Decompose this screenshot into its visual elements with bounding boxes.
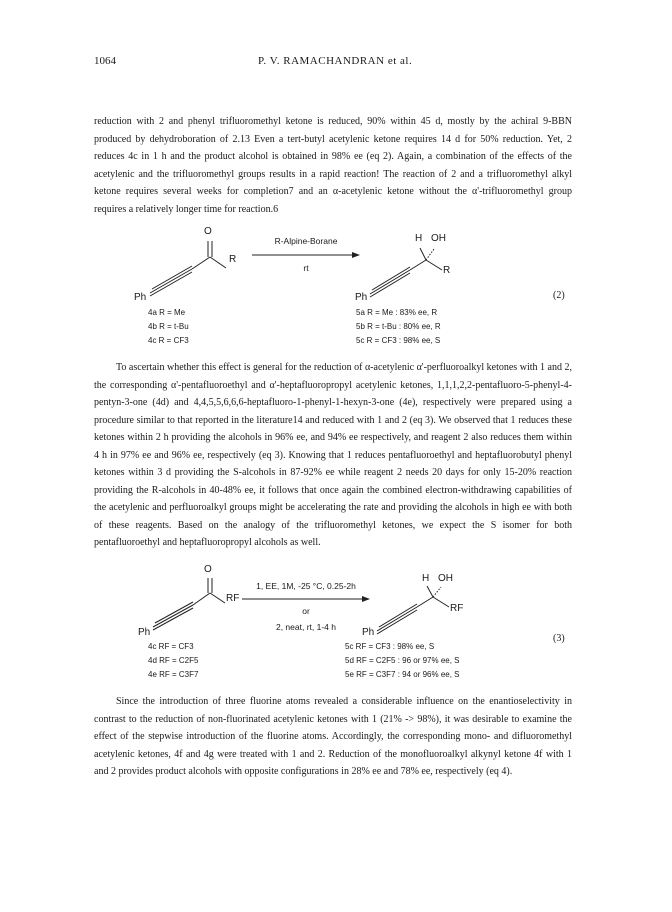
phenyl-product-label: Ph <box>355 292 368 303</box>
compound-5b-label: 5b R = t-Bu : 80% ee, R <box>356 322 441 331</box>
compound-4e-label: 4e RF = C3F7 <box>148 670 199 679</box>
hydroxyl-label-eq3: OH <box>438 573 453 584</box>
equation-3-label: (3) <box>553 633 565 644</box>
paragraph-2 <box>94 359 572 552</box>
compound-5a-label: 5a R = Me : 83% ee, R <box>356 308 438 317</box>
reaction-arrow-icon <box>252 251 360 259</box>
paragraph-3-text: Since the introduction of three fluorine atoms revealed a considerable influence on the enantioselectivity in contrast to the reduction of non-fluorinated acetylenic ketones with 1 (21% -> 98%), it was desirable to examine the effect of the stepwise introduction of the fluorine atoms. Accordingly, the corresponding mono- and difluoromethyl acetylenic ketones, 4f and 4g were treated with 1 and 2. Reduction of the monofluoroalkyl alkynyl ketone 4f with 1 and 2 provides product alcohols with opposite configurations in 28% ee and 78% ee, respectively (eq 4). <box>94 696 572 777</box>
compound-5c-rf-label: 5c RF = CF3 : 98% ee, S <box>345 642 435 651</box>
phenyl-label: Ph <box>134 292 147 303</box>
compound-4d-label: 4d RF = C2F5 <box>148 656 199 665</box>
paragraph-3 <box>94 693 572 781</box>
condition-reagent-2: 2, neat, rt, 1-4 h <box>275 622 336 632</box>
hydrogen-label: H <box>415 233 423 244</box>
compound-4c-label: 4c R = CF3 <box>148 336 189 345</box>
oxygen-atom-label-eq3: O <box>204 564 212 575</box>
oxygen-atom-label: O <box>204 226 212 237</box>
phenyl-label-eq3: Ph <box>138 627 151 638</box>
hydrogen-label-eq3: H <box>422 573 430 584</box>
compound-4b-label: 4b R = t-Bu <box>148 322 189 331</box>
compound-5d-label: 5d RF = C2F5 : 96 or 97% ee, S <box>345 656 460 665</box>
rf-group-product-label: RF <box>450 603 464 614</box>
compound-4a-label: 4a R = Me <box>148 308 186 317</box>
r-group-label: R <box>229 254 237 265</box>
rf-group-label: RF <box>226 593 240 604</box>
compound-5e-label: 5e RF = C3F7 : 94 or 96% ee, S <box>345 670 460 679</box>
ketone-4-structure <box>150 235 240 295</box>
running-title: P. V. RAMACHANDRAN et al. <box>258 55 413 67</box>
phenyl-product-label-eq3: Ph <box>362 627 375 638</box>
paragraph-2-text: To ascertain whether this effect is general for the reduction of α-acetylenic α'-perfluoroalkyl ketones with 1 and 2, the corresponding α'-pentafluoroethyl and α'-heptafluoropropyl acetylenic ketones, 1,1,1,2,2-pentafluoro-5-phenyl-4-pentyn-3-one (4d) and 4,4,5,5,6,6,6-heptafluoro-1-phenyl-1-hexyn-3-one (4e), respectively were prepared using a procedure similar to that reported in the literature14 and reduced with 1 and 2 (eq 3). We observed that 1 reduces these ketones within 2 h providing the alcohols in 96% ee, and 94% ee respectively, and reagent 2 also reduces them within 4 h in 97% ee and 96% ee, respectively (eq 3). Knowing that 1 reduces pentafluoroethyl and heptafluorobutyl phenyl ketones within 3 d providing the S-alcohols in 87-92% ee while reagent 2 needs 20 days for only 15-20% reaction providing the R-alcohols in 40-48% ee, it follows that once again the combined electron-withdrawing capabilities of the acetylenic and perfluoroalkyl groups might be accelerating the rate and providing the alcohols in high ee with both of these reagents. Based on the analogy of the trifluoromethyl ketones, we expect the S isomer for both pentafluoroethyl and heptafluoropropyl alcohols as well. <box>94 362 572 548</box>
condition-or: or <box>302 606 310 616</box>
page-number: 1064 <box>94 55 116 67</box>
compound-4c-rf-label: 4c RF = CF3 <box>148 642 194 651</box>
r-group-product-label: R <box>443 265 451 276</box>
hydroxyl-label: OH <box>431 233 446 244</box>
equation-2-label: (2) <box>553 290 565 301</box>
compound-5c-label: 5c R = CF3 : 98% ee, S <box>356 336 441 345</box>
paragraph-1-text: reduction with 2 and phenyl trifluoromethyl ketone is reduced, 90% within 45 d, mostly by the achiral 9-BBN produced by dehydroboration of 2.13 Even a tert-butyl acetylenic ketone requires 14 d for 50% reduction. Yet, 2 reduces 4c in 1 h and the product alcohol is obtained in 98% ee (eq 2). Again, a combination of the effects of the acetylenic and the trifluoromethyl groups results in a rapid reaction! The reaction of 2 and a trifluoromethyl alkyl ketone requires several weeks for completion7 and an α-acetylenic ketone without the α'-trifluoromethyl group requires a relatively longer time for reaction.6 <box>94 116 572 215</box>
reagent-label: R-Alpine-Borane <box>274 236 338 246</box>
paragraph-1 <box>94 113 572 218</box>
reaction-arrow-eq3-icon <box>242 595 370 603</box>
condition-label: rt <box>303 263 309 273</box>
condition-reagent-1: 1, EE, 1M, -25 °C, 0.25-2h <box>256 581 356 591</box>
